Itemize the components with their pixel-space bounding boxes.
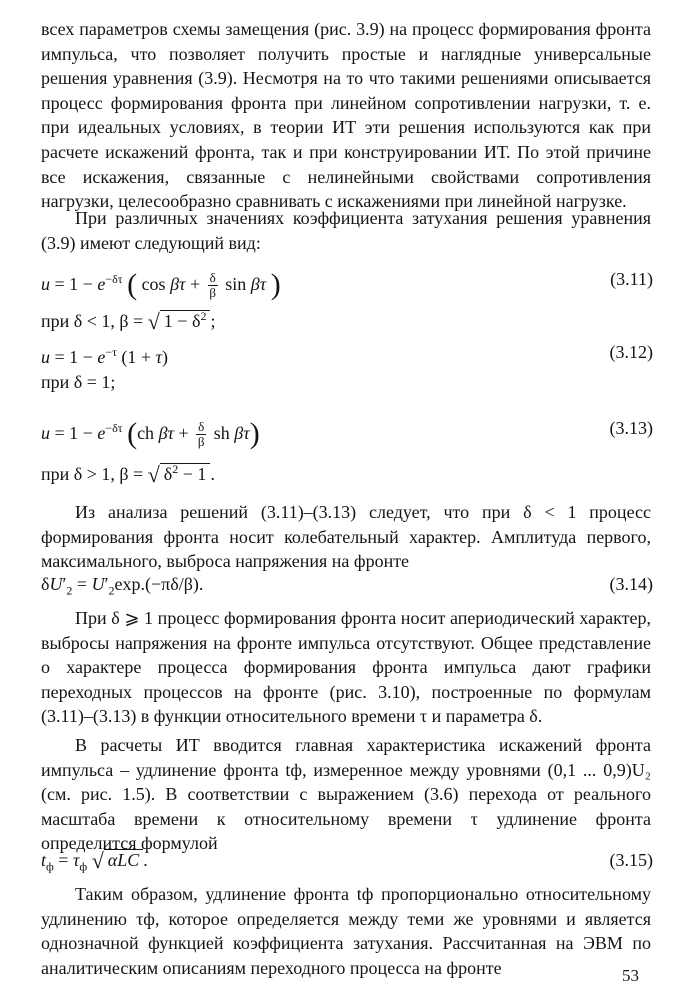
equation-number: (3.12) (609, 342, 653, 362)
equation-3-12: $u = 1 - e^{-\tau}$ (1 + τ) (3.12) (41, 338, 653, 366)
equation-3-13: $u = 1 - e^{-\delta\tau}$ (ch βτ + $\frac{\delta}{\beta}$ sh βτ) (3.13) (41, 414, 653, 442)
paragraph-conclusion: Таким образом, удлинение фронта tф пропорционально относительному удлинению τф, которое определяется между теми же уровнями и является однозначной функцией коэффициента затухания. Рассчитанная на ЭВМ по аналитическим описаниям переходного процесса на фронте (41, 884, 651, 978)
equation-number: (3.15) (609, 850, 653, 870)
equation-number: (3.14) (609, 574, 653, 594)
paragraph-aperiodic: При δ ⩾ 1 процесс формирования фронта носит апериодический характер, выбросы напряжения на фронте импульса отсутствуют. Общее представление о характере процесса формирования фронта импульса дают графики переходных процессов на фронте (рис. 3.10), построенные по формулам (3.11)–(3.13) в функции относительного времени τ и параметра δ. (41, 608, 651, 727)
paragraph-front-elongation: В расчеты ИТ вводится главная характеристика искажений фронта импульса – удлинение фронта tф, измеренное между уровнями (0,1 ... 0,9)U₂ (см. рис. 1.5). В соответствии с выражением (3.6) перехода от реального масштаба времени к относительному времени τ удлинение фронта определится формулой (41, 735, 651, 854)
equation-3-12-condition: при δ = 1; (41, 372, 116, 392)
equation-3-11: $u = 1 - e^{-\delta\tau}$ ( cos βτ + $\frac{\delta}{\beta}$ sin βτ ) (3.11) (41, 265, 653, 293)
equation-3-13-condition: при δ > 1, β = √ $\delta^2 - 1$ . (41, 462, 215, 487)
equation-3-11-condition: при δ < 1, β = √ $1 - \delta^2$ ; (41, 309, 216, 334)
paragraph-intro: всех параметров схемы замещения (рис. 3.9) на процесс формирования фронта импульса, что позволяет получить простые и наглядные универсальные решения уравнения (3.9). Несмотря на то что такими решениями описывается процесс формирования фронта при линейном сопротивлении нагрузки, т. е. при идеальных условиях, в теории ИТ эти решения используются как при расчете искажений фронта, так и при конструировании ИТ. По этой причине все искажения, связанные с нелинейными свойствами сопротивления нагрузки, целесообразно сравнивать с искажениями при линейной нагрузке. (41, 19, 651, 212)
equation-3-15: $t_ф = \tau_ф$ √ αLC . (3.15) (41, 848, 653, 874)
paragraph-analysis: Из анализа решений (3.11)–(3.13) следует, что при δ < 1 процесс формирования фронта носит колебательный характер. Амплитуда первого, максимального, выброса напряжения на фронте (41, 502, 651, 572)
equation-3-14: $\delta U'_2 = U'_2\exp.(-\pi\delta/\beta)$. (3.14) (41, 570, 653, 598)
paragraph-solutions-intro: При различных значениях коэффициента затухания решения уравнения (3.9) имеют следующий вид: (41, 208, 651, 253)
equation-number: (3.11) (610, 269, 653, 289)
equation-number: (3.13) (609, 418, 653, 438)
page-number: 53 (622, 966, 639, 985)
